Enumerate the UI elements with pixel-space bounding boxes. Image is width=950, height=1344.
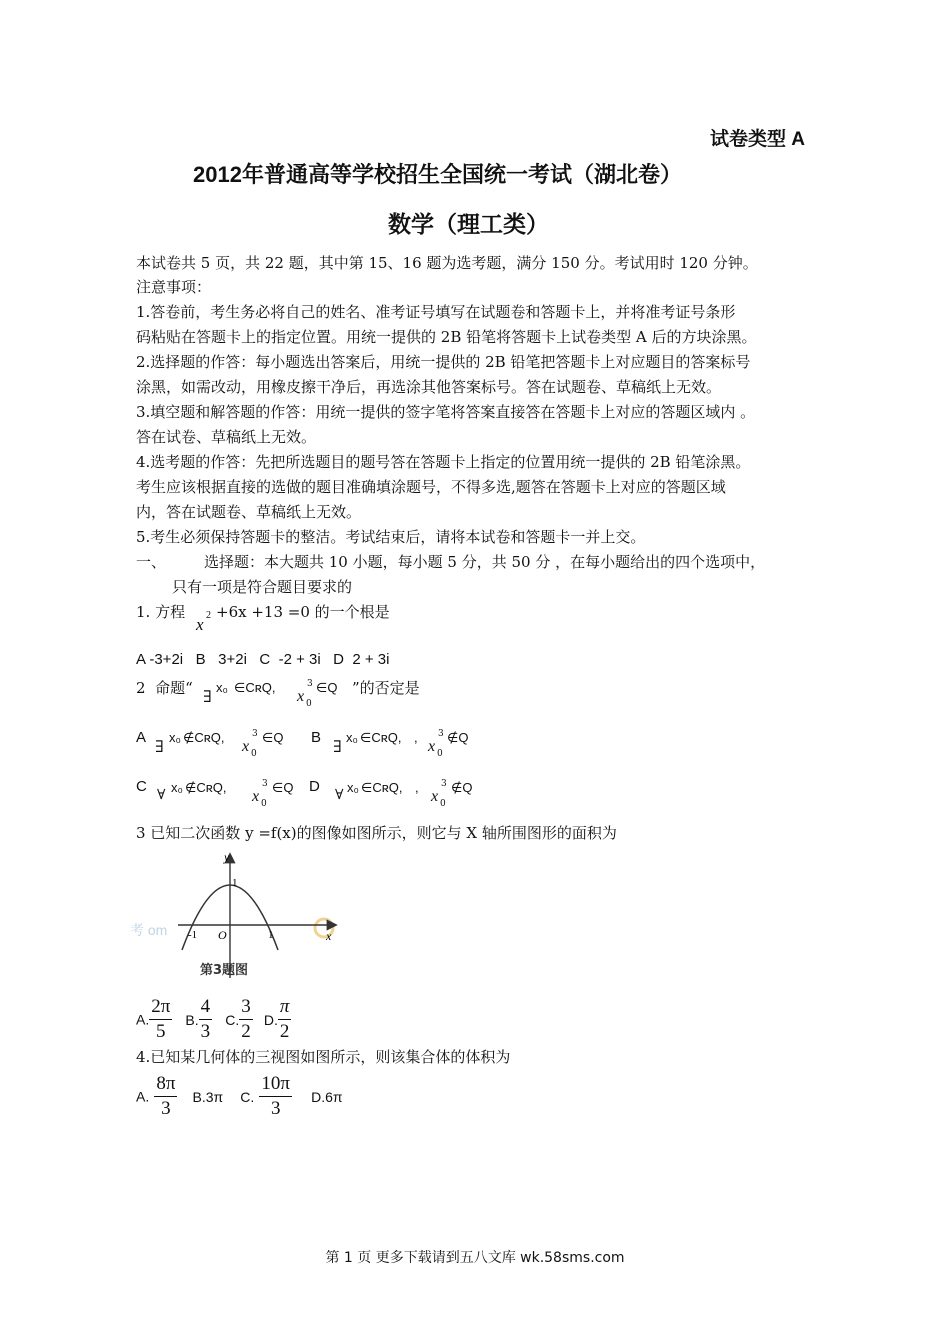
option-a-notin-cr: ∉CʀQ, <box>183 730 225 745</box>
watermark-text: 考 om <box>130 922 168 938</box>
notice-line: 4.选考题的作答：先把所选题目的题号答在答题卡上指定的位置用统一提供的 2B 铅笔涂黑。 <box>136 453 751 471</box>
y-tick-1: 1 <box>232 877 238 889</box>
forall-symbol: ∀ <box>335 787 344 803</box>
exists-symbol: ∃ <box>333 737 342 756</box>
q3-opt-d-label: D. <box>263 1011 278 1028</box>
q3-figure <box>130 850 340 985</box>
option-a-sup: 3 <box>252 729 258 739</box>
section-number: 一、 <box>136 553 167 571</box>
q3-opt-d-frac <box>278 996 292 1043</box>
notice-line: 考生应该根据直接的选做的题目准确填涂题号，不得多选,题答在答题卡上对应的答题区域 <box>136 478 726 496</box>
frac-den: 5 <box>156 1021 166 1042</box>
option-d-label: D <box>309 778 320 795</box>
page-title: 2012年普通高等学校招生全国统一考试（湖北卷） <box>193 162 682 187</box>
notice-line: 5.考生必须保持答题卡的整洁。考试结束后，请将本试卷和答题卡一并上交。 <box>136 528 646 546</box>
frac-num: 4 <box>200 996 211 1017</box>
q4-opt-a-frac <box>154 1073 177 1120</box>
q3-opt-b-label: B. <box>185 1011 199 1028</box>
q4-opt-c-label: C. <box>240 1088 255 1105</box>
frac-num: 2π <box>151 996 171 1017</box>
x-tick-neg1: -1 <box>188 929 198 941</box>
option-a-sub: 0 <box>251 749 257 759</box>
option-a-x0: x₀ <box>169 730 181 745</box>
notice-line: 内，答在试题卷、草稿纸上无效。 <box>136 503 362 521</box>
frac-den: 2 <box>279 1021 290 1042</box>
section-heading-cont: 只有一项是符合题目要求的 <box>172 578 353 596</box>
q4-options <box>136 1073 343 1120</box>
frac-num: 10π <box>261 1073 290 1094</box>
notice-title: 注意事项： <box>136 278 212 296</box>
option-b-in-cr: ∈CʀQ, <box>360 730 402 745</box>
notice-line: 码粘贴在答题卡上的指定位置。用统一提供的 2B 铅笔将答题卡上试卷类型 A 后的方块涂黑。 <box>136 328 757 346</box>
q3-opt-a-label: A. <box>136 1011 150 1028</box>
q2-var: x <box>297 688 305 705</box>
figure-caption: 第3题图 <box>200 963 249 978</box>
notice-line: 2.选择题的作答：每小题选出答案后，用统一提供的 2B 铅笔把答题卡上对应题目的答案标号 <box>136 353 751 371</box>
intro-paragraph: 本试卷共 5 页，共 22 题，其中第 15、16 题为选考题，满分 150 分。考试用时 120 分钟。 <box>136 254 758 272</box>
forall-symbol: ∀ <box>157 787 166 803</box>
option-b-sup: 3 <box>438 729 444 739</box>
option-d-in-cr: ∈CʀQ, <box>361 780 403 795</box>
option-d-x0: x₀ <box>347 780 359 795</box>
q2-in-q: ∈Q <box>316 680 338 695</box>
q4-opt-c-frac <box>259 1073 292 1120</box>
q2-prefix: 2 命题“ <box>136 679 193 697</box>
option-b-notin-q: ∉Q <box>447 730 469 745</box>
axis-x-label: x <box>326 929 332 943</box>
frac-den: 3 <box>200 1021 211 1042</box>
option-d-var: x <box>431 788 439 805</box>
q1-options: A -3+2i B 3+2i C -2 + 3i D 2 + 3i <box>136 651 390 668</box>
option-d-notin-q: ∉Q <box>451 780 473 795</box>
notice-line: 3.填空题和解答题的作答：用统一提供的签字笔将答案直接答在答题卡上对应的答题区域内 。 <box>136 403 756 421</box>
q2-sup: 3 <box>307 679 313 689</box>
frac-num: 3 <box>241 996 251 1017</box>
question-3: 3 已知二次函数 y =f(x)的图像如图所示，则它与 X 轴所围图形的面积为 <box>136 824 617 842</box>
option-d-sub: 0 <box>440 799 446 809</box>
option-b-x0: x₀ <box>346 730 358 745</box>
frac-num: 8π <box>156 1073 176 1094</box>
option-c-label: C <box>136 778 147 795</box>
notice-line: 涂黑，如需改动，用橡皮擦干净后，再选涂其他答案标号。答在试题卷、草稿纸上无效。 <box>136 378 722 396</box>
option-a-var: x <box>242 738 250 755</box>
notice-line: 1.答卷前，考生务必将自己的姓名、准考证号填写在试题卷和答题卡上，并将准考证号条形 <box>136 303 736 321</box>
q3-opt-b-frac <box>199 996 213 1043</box>
q3-options <box>136 996 291 1043</box>
q4-opt-a-label: A. <box>136 1088 150 1105</box>
q3-opt-c-frac <box>239 996 253 1043</box>
option-b-sep: , <box>414 730 418 745</box>
option-c-sup: 3 <box>262 779 268 789</box>
question-4: 4.已知某几何体的三视图如图所示，则该集合体的体积为 <box>136 1048 511 1066</box>
frac-den: 3 <box>161 1098 171 1119</box>
q2-sub: 0 <box>306 699 312 709</box>
section-heading: 选择题：本大题共 10 小题，每小题 5 分，共 50 分 ，在每小题给出的四个选项中， <box>204 553 766 571</box>
axis-y-label: y <box>224 850 230 864</box>
frac-den: 2 <box>241 1021 251 1042</box>
q1-prefix: 1. 方程 <box>136 603 186 621</box>
q2-x0: x₀ <box>216 680 228 695</box>
exists-symbol: ∃ <box>155 737 164 756</box>
paper-type: 试卷类型 A <box>710 129 806 150</box>
q4-opt-d: D.6π <box>311 1088 343 1105</box>
option-c-sub: 0 <box>261 799 267 809</box>
x-tick-1: 1 <box>268 929 274 941</box>
option-d-sup: 3 <box>441 779 447 789</box>
q3-opt-c-label: C. <box>225 1011 240 1028</box>
option-c-in-q: ∈Q <box>272 780 294 795</box>
notice-line: 答在试卷、草稿纸上无效。 <box>136 428 317 446</box>
option-b-label: B <box>311 729 322 746</box>
q3-opt-a-frac <box>149 996 172 1043</box>
option-a-in-q: ∈Q <box>262 730 284 745</box>
option-c-var: x <box>252 788 260 805</box>
q1-exp: 2 <box>206 610 211 621</box>
option-c-x0: x₀ <box>171 780 183 795</box>
option-c-notin-cr: ∉CʀQ, <box>185 780 227 795</box>
exists-symbol: ∃ <box>203 687 212 706</box>
q2-suffix: ”的否定是 <box>352 679 420 697</box>
option-a-label: A <box>136 729 147 746</box>
q4-opt-b: B.3π <box>192 1088 224 1105</box>
frac-den: 3 <box>270 1098 281 1119</box>
origin-label: O <box>218 928 227 942</box>
option-d-sep: , <box>415 780 419 795</box>
q2-in-cr: ∈CʀQ, <box>234 680 276 695</box>
q1-var: x <box>196 615 204 634</box>
option-b-sub: 0 <box>437 749 443 759</box>
page-subtitle: 数学（理工类） <box>388 211 549 237</box>
option-b-var: x <box>428 738 436 755</box>
frac-num: π <box>279 996 290 1017</box>
page-footer: 第 1 页 更多下载请到五八文库 wk.58sms.com <box>325 1250 625 1266</box>
q1-rest: +6x +13 =0 的一个根是 <box>216 603 390 621</box>
question-1 <box>136 602 185 622</box>
